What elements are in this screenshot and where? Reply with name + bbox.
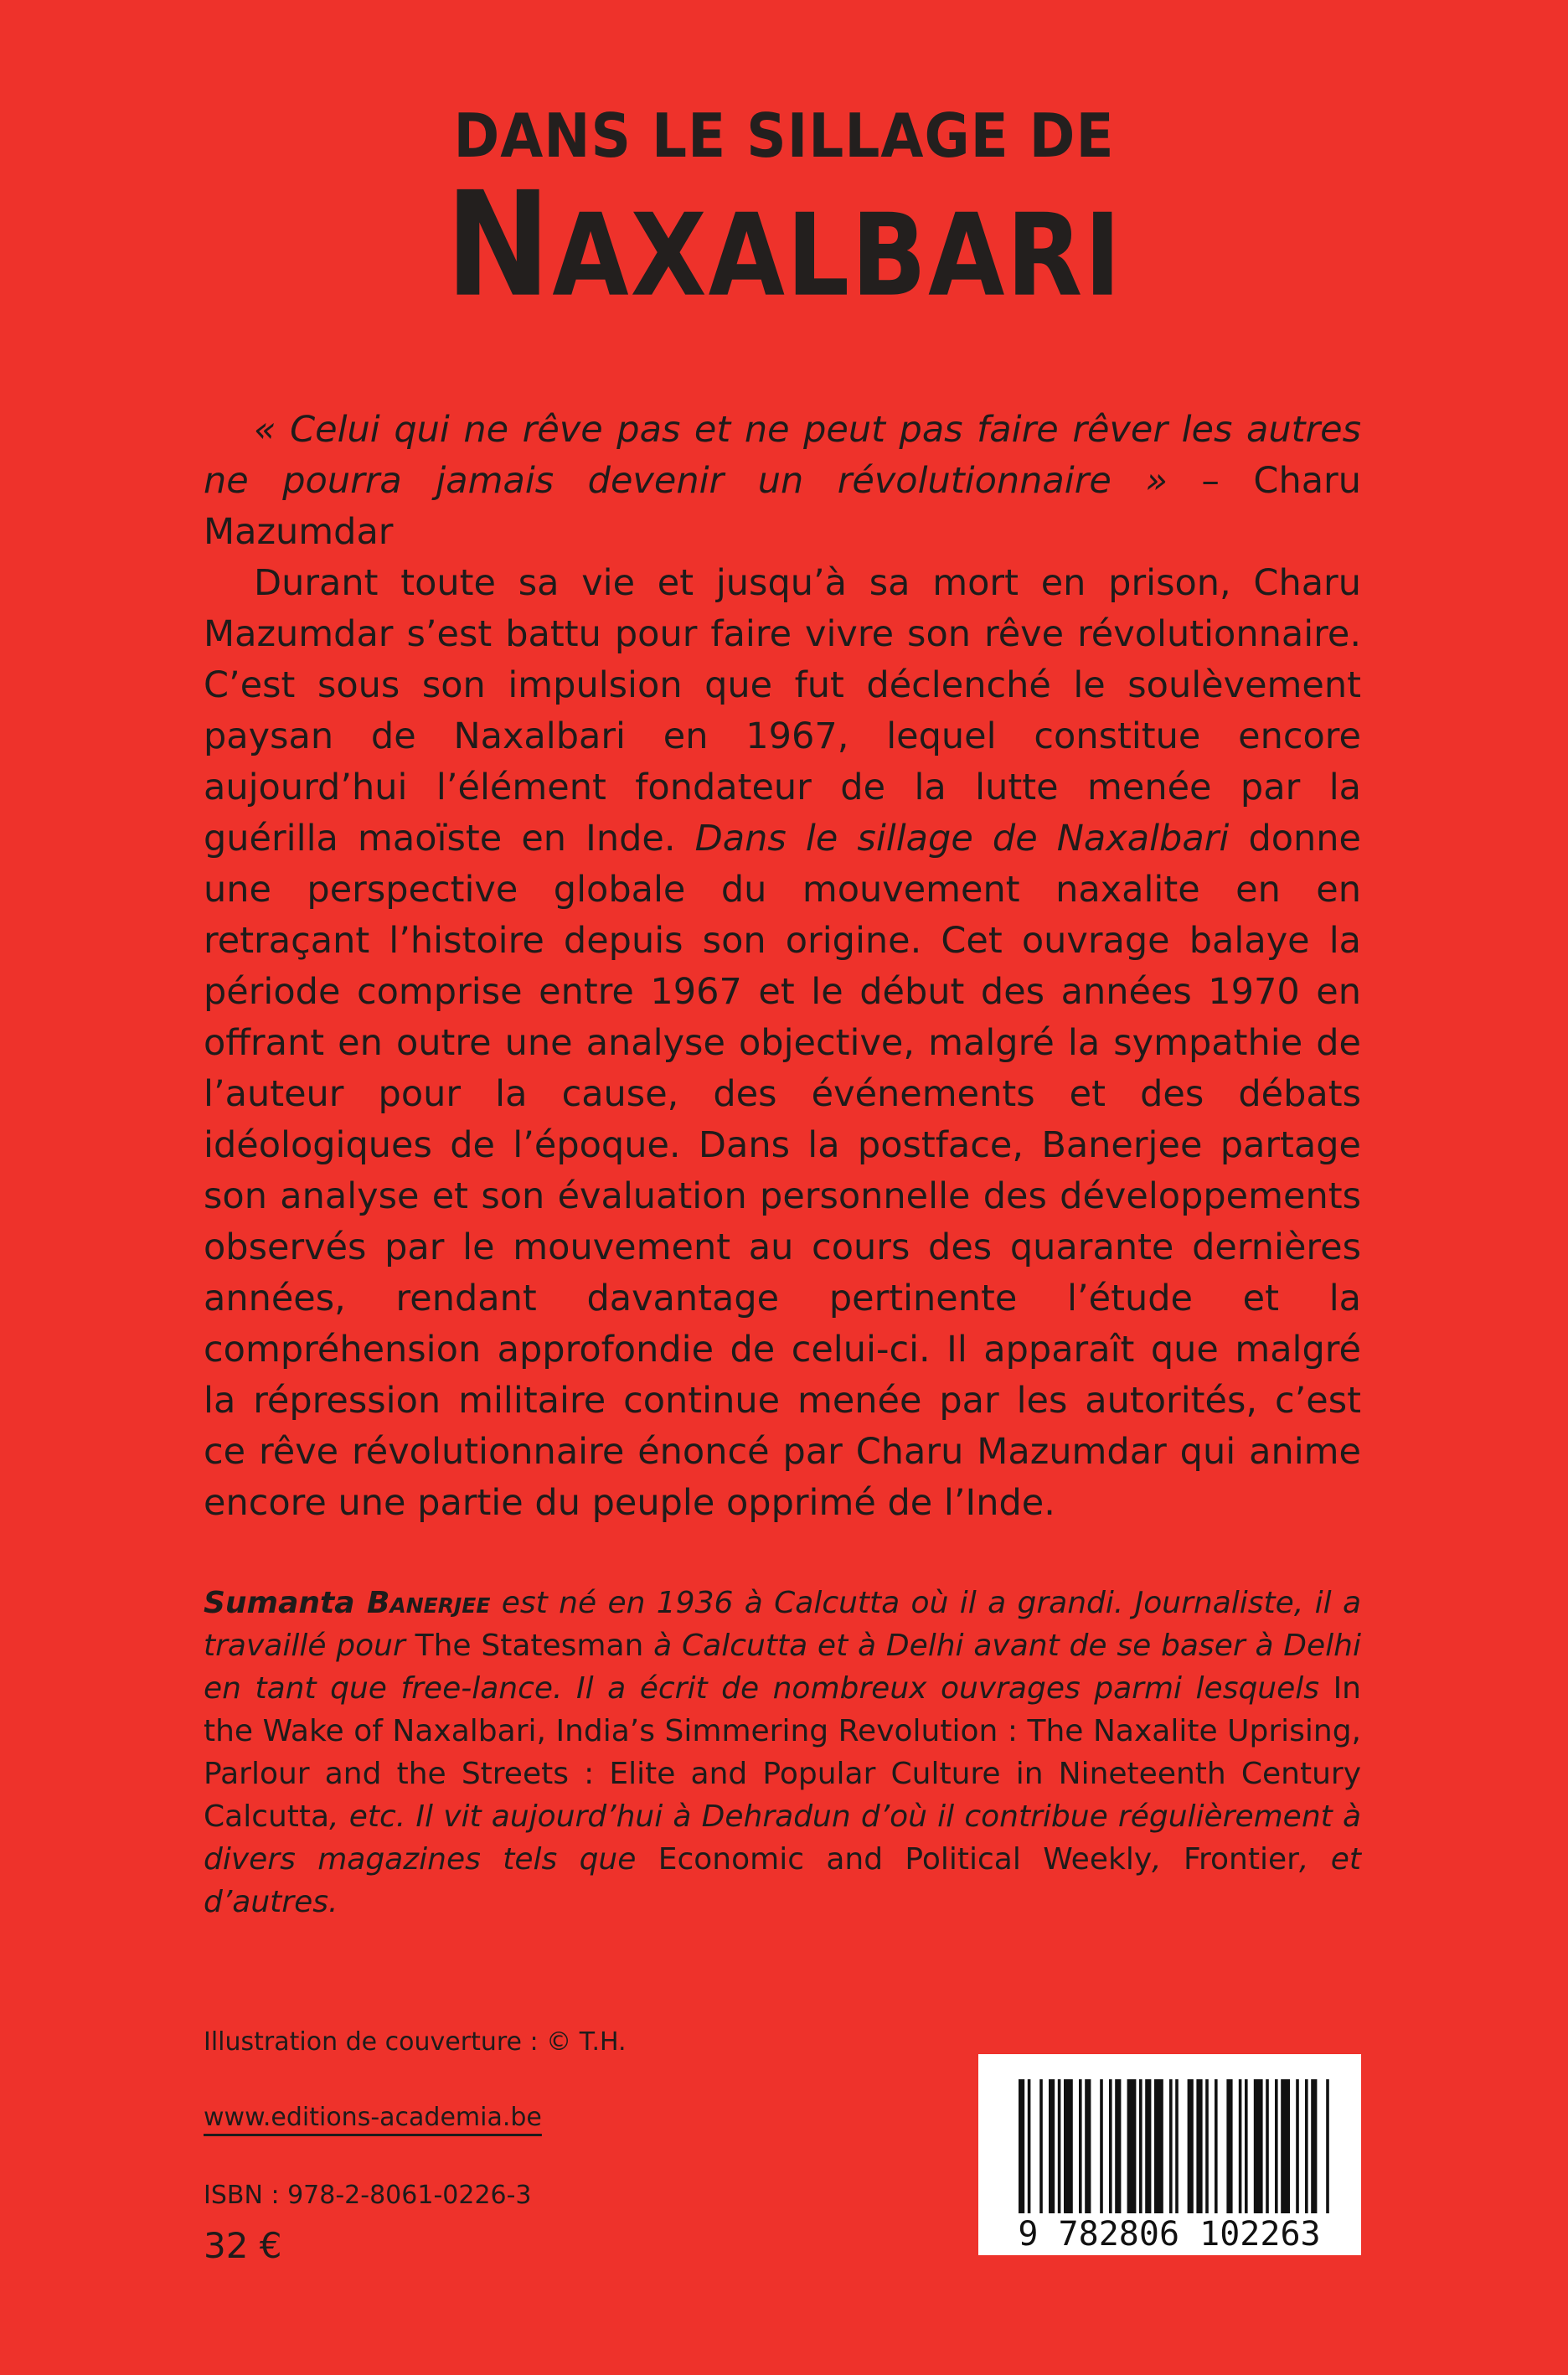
title-rest: AXALBARI (552, 188, 1123, 322)
quote-author: – Charu Mazumdar (204, 460, 1361, 553)
barcode-bar (1275, 2079, 1278, 2213)
barcode-bar (1079, 2079, 1082, 2213)
barcode-bar (1226, 2079, 1232, 2213)
barcode-bar (1109, 2079, 1112, 2213)
bio-text-5: , et d’autres. (204, 1842, 1362, 1919)
barcode-bar (1085, 2079, 1091, 2213)
barcode-bar (1311, 2079, 1317, 2213)
book-title (0, 101, 1568, 330)
bio-text-4: , (1152, 1842, 1184, 1877)
barcode-bar (1145, 2079, 1151, 2213)
barcode-bar (1215, 2079, 1218, 2213)
barcode-bar (1326, 2079, 1329, 2213)
bio-work-1: The Statesman (415, 1629, 644, 1663)
description-paragraph (204, 558, 1361, 1529)
barcode-bar (1281, 2079, 1290, 2213)
author-last-name: Banerjee (366, 1586, 491, 1620)
bio-text-1: est né en 1936 à Calcutta où il a grandi. Journaliste, il a travaillé pour (204, 1586, 1362, 1663)
bio-text-2: à Calcutta et à Delhi avant de se baser à Delhi en tant que free-lance. Il a écrit de nombreux ouvrages parmi lesquels (204, 1629, 1361, 1706)
description-part-1: Durant toute sa vie et jusqu’à sa mort en prison, Charu Mazumdar s’est battu pour faire vivre son rêve révolutionnaire. C’est sous son impulsion que fut déclenché le soulèvement paysan de Naxalbari en 1967, lequel constitue encore aujourd’hui l’élément fondateur de la lutte menée par la guérilla maoïste en Inde. (204, 562, 1361, 860)
barcode-bar (1154, 2079, 1163, 2213)
bio-work-3: Economic and Political Weekly (658, 1842, 1153, 1877)
bio-text-3: , etc. Il vit aujourd’hui à Dehradun d’où il contribue régulièrement à divers magazines tels que (204, 1799, 1361, 1877)
publisher-link[interactable]: www.editions-academia.be (204, 2103, 542, 2132)
barcode-bar (1049, 2079, 1055, 2213)
barcode-bar (1254, 2079, 1263, 2213)
barcode (978, 2054, 1361, 2255)
barcode-bar (1245, 2079, 1248, 2213)
author-bio (204, 1582, 1361, 1923)
barcode-bar (1188, 2079, 1194, 2213)
barcode-bar (1058, 2079, 1061, 2213)
title-initial: N (445, 161, 553, 330)
barcode-bar (1028, 2079, 1031, 2213)
barcode-bar (1139, 2079, 1142, 2213)
barcode-bar (1266, 2079, 1269, 2213)
description-book-title: Dans le sillage de Naxalbari (694, 818, 1230, 860)
price: 32 € (204, 2225, 282, 2266)
barcode-icon (978, 2054, 1361, 2255)
cover-credit: Illustration de couverture : © T.H. (204, 2027, 627, 2057)
barcode-digits: 9 782806 102263 (1018, 2215, 1321, 2254)
barcode-bar (1205, 2079, 1209, 2213)
barcode-bar (1039, 2079, 1043, 2213)
bio-work-4: Frontier (1183, 1842, 1299, 1877)
barcode-bar (1296, 2079, 1299, 2213)
barcode-bar (1064, 2079, 1073, 2213)
barcode-bar (1175, 2079, 1179, 2213)
barcode-bar (1115, 2079, 1121, 2213)
description-part-2: donne une perspective globale du mouvement naxalite en en retraçant l’histoire depuis son origine. Cet ouvrage balaye la période comprise entre 1967 et le début des années 1970 en offrant en outre une analyse objective, malgré la sympathie de l’auteur pour la cause, des événements et des débats idéologiques de l’époque. Dans la postface, Banerjee partage son analyse et son évaluation personnelle des développements observés par le mouvement au cours des quarante dernières années, rendant davantage pertinente l’étude et la compréhension approfondie de celui-ci. Il apparaît que malgré la répression militaire continue menée par les autorités, c’est ce rêve révolutionnaire énoncé par Charu Mazumdar qui anime encore une partie du peuple opprimé de l’Inde. (204, 818, 1362, 1524)
barcode-bar (1239, 2079, 1242, 2213)
barcode-bar (1196, 2079, 1202, 2213)
author-first-name: Sumanta (204, 1586, 367, 1620)
isbn: ISBN : 978-2-8061-0226-3 (204, 2181, 532, 2210)
barcode-bar (1169, 2079, 1173, 2213)
barcode-bar (1019, 2079, 1024, 2213)
title-line-2 (0, 161, 1568, 330)
quote-paragraph (204, 405, 1361, 558)
quote-text: « Celui qui ne rêve pas et ne peut pas faire rêver les autres ne pourra jamais devenir un révolutionnaire » (204, 409, 1361, 502)
bio-work-2: In the Wake of Naxalbari, India’s Simmering Revolution : The Naxalite Uprising, Parlour and the Streets : Elite and Popular Culture in Nineteenth Century Calcutta (204, 1671, 1361, 1834)
barcode-bar (1100, 2079, 1103, 2213)
barcode-bar (1127, 2079, 1137, 2213)
blurb (204, 405, 1361, 1529)
title-line-1: DANS LE SILLAGE DE (453, 101, 1115, 172)
barcode-bar (1305, 2079, 1308, 2213)
